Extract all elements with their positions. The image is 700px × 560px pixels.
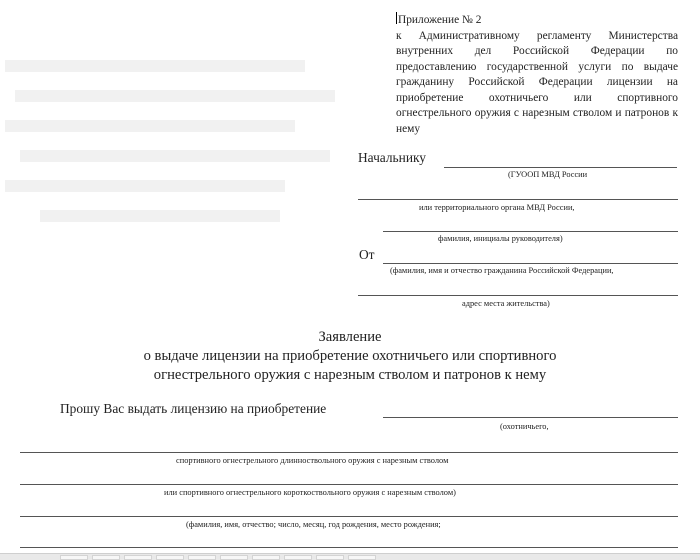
appendix-title: Приложение № 2 (398, 14, 482, 26)
recipient-line-1 (444, 167, 677, 168)
request-line-2 (20, 452, 678, 453)
statement-subtitle-line-2: огнестрельного оружия с нарезным стволом и патронов к нему (153, 367, 547, 383)
faded-background-text (0, 40, 350, 260)
viewer-toolbar-strip (0, 553, 700, 560)
request-text: Прошу Вас выдать лицензию на приобретение (60, 401, 327, 416)
toolbar-slot[interactable] (348, 555, 376, 560)
toolbar-slot[interactable] (188, 555, 216, 560)
toolbar-slot[interactable] (252, 555, 280, 560)
statement-subtitle-line-1: о выдаче лицензии на приобретение охотничьего или спортивного (143, 348, 557, 364)
toolbar-slot[interactable] (284, 555, 312, 560)
caption-territorial: или территориального органа МВД России, (419, 203, 575, 212)
caption-department: (ГУООП МВД России (508, 170, 588, 179)
caption-personal: (фамилия, имя, отчество; число, месяц, год рождения, место рождения; (186, 520, 441, 529)
toolbar-slot[interactable] (316, 555, 344, 560)
text-cursor (396, 12, 397, 24)
toolbar-slot[interactable] (124, 555, 152, 560)
statement-title: Заявление (318, 329, 382, 345)
caption-head-name: фамилия, инициалы руководителя) (438, 234, 563, 243)
sender-line-1 (383, 263, 678, 264)
toolbar-slot[interactable] (92, 555, 120, 560)
recipient-line-3 (383, 231, 678, 232)
caption-long-barrel: спортивного огнестрельного длинноствольного оружия с нарезным стволом (176, 456, 449, 465)
caption-full-name: (фамилия, имя и отчество гражданина Российской Федерации, (390, 266, 614, 275)
recipient-label: Начальнику (358, 150, 427, 165)
toolbar-slot[interactable] (220, 555, 248, 560)
caption-short-barrel: или спортивного огнестрельного короткоствольного оружия с нарезным стволом) (164, 488, 456, 497)
request-line-3 (20, 484, 678, 485)
sender-label: От (359, 247, 375, 262)
request-line-4 (20, 516, 678, 517)
request-line-5 (20, 547, 678, 548)
request-line-1 (383, 417, 678, 418)
toolbar-slot[interactable] (156, 555, 184, 560)
caption-address: адрес места жительства) (462, 299, 550, 308)
appendix-block (396, 12, 678, 137)
caption-hunting: (охотничьего, (500, 422, 549, 431)
toolbar-slot[interactable] (60, 555, 88, 560)
recipient-line-2 (358, 199, 678, 200)
sender-line-2 (358, 295, 678, 296)
appendix-text: к Административному регламенту Министерства внутренних дел Российской Федерации по предоставлению государственной услуги по выдаче гражданину Российской Федерации лицензии на приобретение охотничьего или спортивного огнестрельного оружия с нарезным стволом и патронов к нему (396, 29, 678, 135)
appendix-title-line (396, 12, 678, 29)
